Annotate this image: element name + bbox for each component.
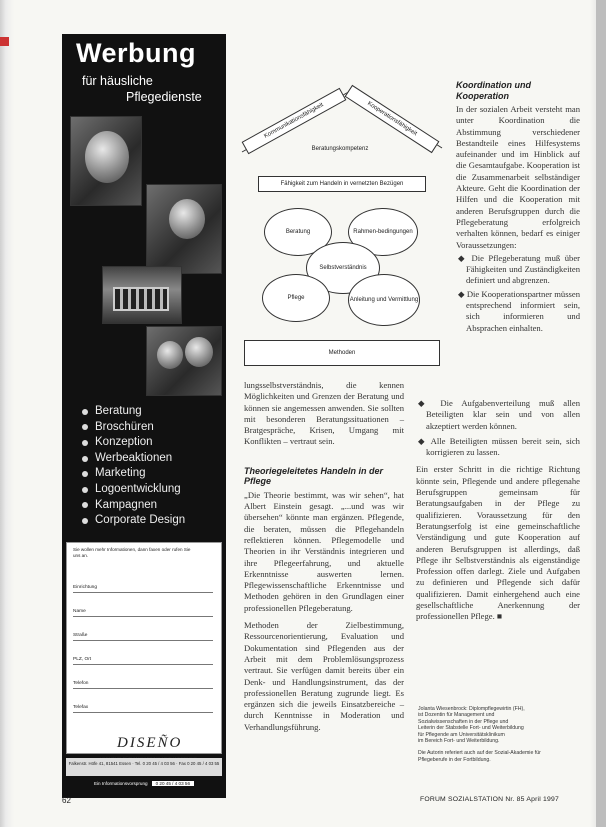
form-field-name[interactable]: Name [73, 607, 213, 617]
ad-photo-group [146, 326, 222, 396]
right-column-upper [456, 76, 580, 336]
ad-service-item: Logoentwicklung [82, 482, 185, 498]
middle-column [244, 380, 404, 735]
footnote-line: Sozialwissenschaften in der Pflege und [418, 718, 509, 725]
ad-reply-form [66, 542, 222, 754]
ad-phone-bar [66, 778, 222, 788]
ad-photo-man [70, 116, 142, 206]
circle-beratung: Beratung [264, 208, 332, 256]
ad-photo-house [102, 266, 182, 324]
ad-service-item: Corporate Design [82, 513, 185, 529]
paragraph: In der sozialen Arbeit versteht man unter Koordination die Abstimmung verschiedener Bestandteile eines Hilfesystems aufeinander und im Hinblick auf die Gesamtaufgabe. Kooperation ist die Zusammenarbeit selbständiger Akteure. Geht die Koordination der Hilfen und die Kooperation mit anderen Berufsgruppen durch die Pflegeberatung erfolgreich verhalten können, bedarf es einiger Voraussetzungen: [456, 104, 580, 250]
ad-form-intro: Sie wollen mehr Informationen, dann faxen oder rufen Sie uns an. [73, 547, 191, 558]
form-field-einrichtung[interactable]: Einrichtung [73, 583, 213, 593]
bullet-icon [82, 471, 88, 477]
circle-anleitung: Anleitung und Vermittlung [348, 274, 420, 326]
bullet-icon [82, 502, 88, 508]
bullet-point: ◆ Die Aufgabenverteilung muß allen Beteiligten klar sein und von allen akzeptiert werden können. [418, 398, 580, 431]
paragraph: Ein erster Schritt in die richtige Richtung könnte sein, Pflegende und andere pflegenahe Berufsgruppen gemeinsam für Beratungsaufgaben in der Pflege zu qualifizieren. Voraussetzung für den Beratungserfolg ist eine gemeinschaftliche Verständigung und gute Kooperation auf anderen Berufsgruppen ist allerdings, daß Pflege ihr Selbstverständnis als eigenständige Profession offen darlegt. Ziele und Aufgaben zu definieren und Pflegende sich dafür qualifizieren. Damit einhergehend auch eine gesellschaftliche Anerkennung der professionellen Pflege. ■ [416, 464, 580, 622]
ad-service-item: Werbeaktionen [82, 451, 185, 467]
bullet-icon [82, 518, 88, 524]
form-field-telefax[interactable]: Telefax [73, 703, 213, 713]
competence-diagram [236, 84, 448, 374]
ad-subtitle-line1: für häusliche [82, 74, 153, 88]
footnote-line: Die Autorin referiert auch auf der Sozial-Akademie für [418, 750, 541, 757]
ad-service-item: Beratung [82, 404, 185, 420]
bullet-icon [82, 487, 88, 493]
paragraph: „Die Theorie bestimmt, was wir sehen“, hat Albert Einstein gesagt. „...und was wir übersehen“ könnte man ergänzen. Pflegende, die beraten, müssen die Pflegehandeln reflektieren können. Pflegemodelle und Theorien in ihr Verständnis integrieren und ihre Pflegeerfahrung, und aktuelle Erkenntnisse auswerten lernen. Pflegewissenschaftliche Erkenntnisse und Methoden gehören in den Grundlagen einer professionellen Pflegeberatung. [244, 489, 404, 613]
bullet-icon [82, 424, 88, 430]
right-column-lower [416, 398, 580, 625]
ad-service-item: Konzeption [82, 435, 185, 451]
form-field-telefon[interactable]: Telefon [73, 679, 213, 689]
circle-pflege: Pflege [262, 274, 330, 322]
ad-address: Falkenstr. Höfe 41, 81541 Essen · Tel. 0 20 45 / 4 03 56 · Fax 0 20 45 / 4 03 55 [66, 758, 222, 776]
diseno-logo: DISEÑO [117, 735, 183, 751]
bullet-point: ◆ Die Kooperationspartner müssen entsprechend informiert sein, sich informieren und Absprachen einhalten. [458, 288, 580, 333]
bullet-icon [82, 440, 88, 446]
page-spine [596, 0, 606, 827]
page-corner-mark [0, 37, 9, 46]
bullet-point: ◆ Die Pflegeberatung muß über Fähigkeiten und Zuständigkeiten definiert und abgrenzen. [458, 252, 580, 286]
paragraph: lungsselbstverständnis, die kennen Möglichkeiten und Grenzen der Beratung und können sie angemessen anwenden. Sie sollten mit besonderen Beratungssituationen – Bratgespräche, Krisen, Umgang mit Konflikten – vertraut sein. [244, 380, 404, 447]
paragraph: Methoden der Zielbestimmung, Ressourcenorientierung, Evaluation und Dokumentation sind Pflegenden aus der Arbeit mit dem Problemlösungsprozess vertraut. Sie verfügen damit bereits über ein Denk- und Handlungsinstrument, das der professionellen Beratung zugrunde liegt. Es ergänzen sich die jeweils Einsatzbereiche – durch Kenntnisse in Moderation und Verhandlungsführung. [244, 620, 404, 732]
ad-photo-women [146, 184, 222, 274]
roof-left-label: Kommunikationsfähigkeit [242, 88, 347, 155]
bullet-point: ◆ Alle Beteiligten müssen bereit sein, sich korrigieren zu lassen. [418, 435, 580, 458]
footnote-line: ist Dozentin für Management und [418, 712, 495, 719]
ad-subtitle-line2: Pflegedienste [126, 90, 202, 104]
form-field-plz-ort[interactable]: PLZ, Ort [73, 655, 213, 665]
footnote-line: im Bereich Fort- und Weiterbildung. [418, 738, 500, 745]
advertisement [62, 34, 226, 798]
base-methoden: Methoden [244, 340, 440, 366]
beam-beratungskompetenz: Beratungskompetenz [311, 146, 369, 152]
beam-vernetztes-handeln: Fähigkeit zum Handeln in vernetzten Bezügen [258, 176, 426, 192]
ad-service-list [82, 404, 185, 529]
footnote-line: für Pflegende am Universitätsklinikum [418, 731, 505, 738]
footnote-line: Leiterin der Stabstelle Fort- und Weiterbildung [418, 725, 524, 732]
circle-selbstverstaendnis: Selbstverständnis [306, 242, 380, 294]
ad-service-item: Broschüren [82, 420, 185, 436]
circle-rahmenbedingungen: Rahmen-bedingungen [348, 208, 418, 256]
roof-right-label: Kooperationsfähigkeit [345, 85, 440, 153]
ad-title: Werbung [76, 38, 196, 68]
footnote-line: Pflegeberufe in der Fortbildung. [418, 756, 491, 763]
ad-phone-label: Ein Informationsvorsprung [93, 780, 148, 786]
ad-service-item: Kampagnen [82, 498, 185, 514]
bullet-icon [82, 409, 88, 415]
page-number: 62 [62, 796, 71, 805]
form-field-strasse[interactable]: Straße [73, 631, 213, 641]
section-heading-theorie: Theoriegeleitetes Handeln in der Pflege [244, 465, 384, 487]
ad-phone-number: 0 20 45 / 4 03 56 [152, 781, 194, 786]
ad-service-item: Marketing [82, 466, 185, 482]
author-footnote [418, 706, 582, 763]
magazine-footer: FORUM SOZIALSTATION Nr. 85 April 1997 [420, 796, 559, 803]
bullet-icon [82, 456, 88, 462]
footnote-line: Jolanta Wiesenbrock: Diplompflegewirtin (FH), [418, 706, 525, 712]
section-heading-koordination: Koordination und Kooperation [456, 80, 531, 101]
